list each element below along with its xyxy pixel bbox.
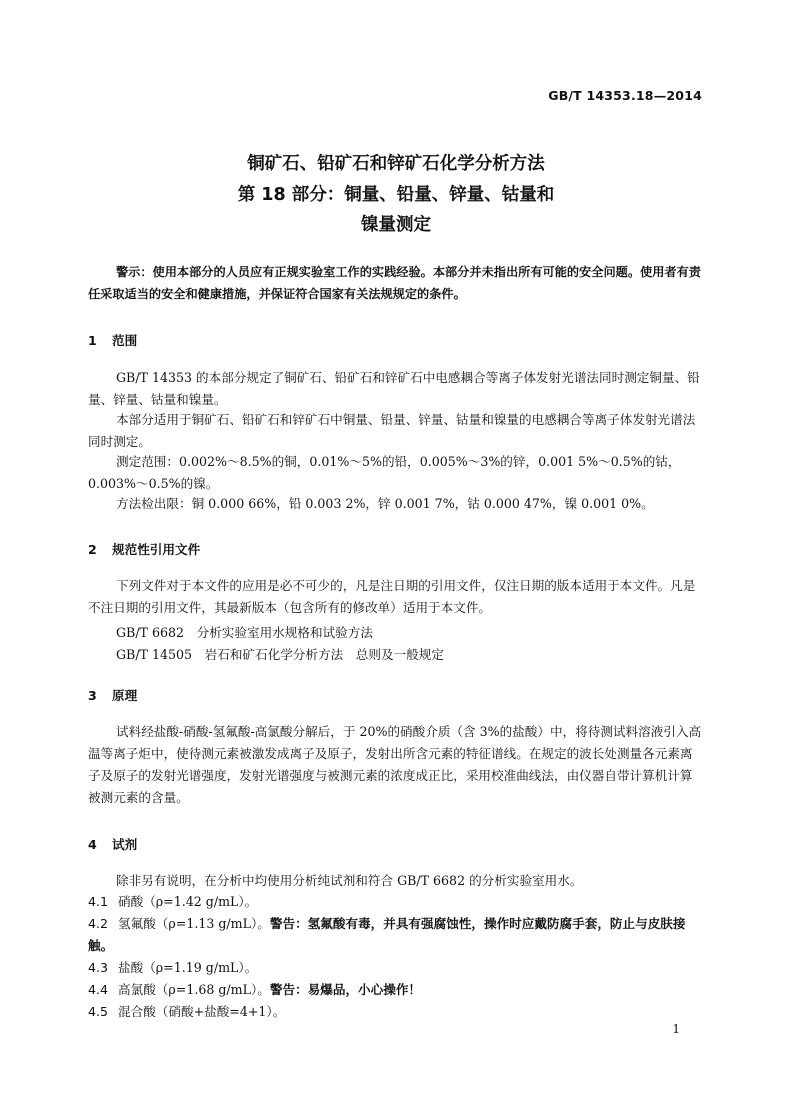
item-text: 高氯酸（ρ=1.68 g/mL）。 bbox=[118, 982, 270, 997]
section-title: 规范性引用文件 bbox=[112, 542, 201, 557]
section-heading-normative-references bbox=[88, 539, 200, 558]
reagent-item bbox=[88, 891, 704, 913]
paragraph: 本部分适用于铜矿石、铅矿石和锌矿石中铜量、铅量、锌量、钴量和镍量的电感耦合等离子体发射光谱法同时测定。 bbox=[88, 412, 696, 449]
item-warning: 警告：氢氟酸有毒，并具有强腐蚀性，操作时应戴防腐手套，防止与皮肤接触。 bbox=[88, 916, 686, 953]
section-heading-reagents bbox=[88, 834, 137, 853]
item-number: 4.2 bbox=[88, 916, 109, 931]
paragraph: 方法检出限：铜 0.000 66%，铅 0.003 2%，锌 0.001 7%，钴 0.000 47%，镍 0.001 0%。 bbox=[116, 496, 654, 511]
reagent-item bbox=[88, 913, 704, 957]
section-number: 4 bbox=[88, 837, 97, 852]
document-title-line1: 铜矿石、铅矿石和锌矿石化学分析方法 bbox=[247, 154, 545, 174]
page-number: 1 bbox=[672, 1022, 680, 1036]
item-number: 4.4 bbox=[88, 982, 109, 997]
item-text: 盐酸（ρ=1.19 g/mL）。 bbox=[118, 960, 258, 975]
item-warning: 警告：易爆品，小心操作！ bbox=[269, 982, 421, 997]
item-text: 氢氟酸（ρ=1.13 g/mL）。 bbox=[118, 916, 270, 931]
reagent-item bbox=[88, 1001, 704, 1023]
paragraph: 下列文件对于本文件的应用是必不可少的，凡是注日期的引用文件，仅注日期的版本适用于本文件。凡是不注日期的引用文件，其最新版本（包含所有的修改单）适用于本文件。 bbox=[88, 578, 696, 615]
section-title: 原理 bbox=[112, 688, 138, 703]
standard-code: GB/T 14353.18—2014 bbox=[548, 88, 702, 103]
section-heading-principle bbox=[88, 685, 137, 704]
reference-name: 分析实验室用水规格和试验方法 bbox=[196, 625, 373, 640]
reference-item bbox=[116, 622, 373, 641]
section-title: 范围 bbox=[112, 333, 138, 348]
document-title-line2: 第 18 部分：铜量、铅量、锌量、钴量和 bbox=[237, 185, 555, 205]
item-number: 4.1 bbox=[88, 894, 109, 909]
section-number: 2 bbox=[88, 542, 97, 557]
safety-warning: 警示：使用本部分的人员应有正规实验室工作的实践经验。本部分并未指出所有可能的安全问题。使用者有责任采取适当的安全和健康措施，并保证符合国家有关法规规定的条件。 bbox=[88, 265, 701, 301]
paragraph: GB/T 14353 的本部分规定了铜矿石、铅矿石和锌矿石中电感耦合等离子体发射光谱法同时测定铜量、铅量、锌量、钴量和镍量。 bbox=[88, 370, 700, 407]
item-text: 硝酸（ρ=1.42 g/mL）。 bbox=[118, 894, 258, 909]
reference-item bbox=[116, 644, 444, 663]
item-number: 4.5 bbox=[88, 1004, 109, 1019]
paragraph: 试料经盐酸-硝酸-氢氟酸-高氯酸分解后，于 20%的硝酸介质（含 3%的盐酸）中，将待测试料溶液引入高温等离子炬中，使待测元素被激发成离子及原子，发射出所含元素的特征谱线。在规定的波长处测量各元素离子及原子的发射光谱强度，发射光谱强度与被测元素的浓度成正比，采用校准曲线法，由仪器自带计算机计算被测元素的含量。 bbox=[88, 724, 702, 805]
reference-code: GB/T 14505 bbox=[116, 647, 193, 662]
paragraph: 测定范围：0.002%～8.5%的铜，0.01%～5%的铅，0.005%～3%的锌，0.001 5%～0.5%的钴，0.003%～0.5%的镍。 bbox=[88, 454, 681, 491]
section-title: 试剂 bbox=[112, 837, 138, 852]
reference-code: GB/T 6682 bbox=[116, 625, 185, 640]
item-text: 混合酸（硝酸+盐酸=4+1）。 bbox=[118, 1004, 286, 1019]
paragraph: 除非另有说明，在分析中均使用分析纯试剂和符合 GB/T 6682 的分析实验室用水。 bbox=[116, 873, 583, 888]
section-number: 1 bbox=[88, 333, 97, 348]
item-number: 4.3 bbox=[88, 960, 109, 975]
section-number: 3 bbox=[88, 688, 97, 703]
document-title-line3: 镍量测定 bbox=[361, 215, 431, 235]
section-heading-scope bbox=[88, 330, 137, 349]
reagent-item bbox=[88, 979, 704, 1001]
reagent-item bbox=[88, 957, 704, 979]
reference-name: 岩石和矿石化学分析方法 总则及一般规定 bbox=[204, 647, 444, 662]
